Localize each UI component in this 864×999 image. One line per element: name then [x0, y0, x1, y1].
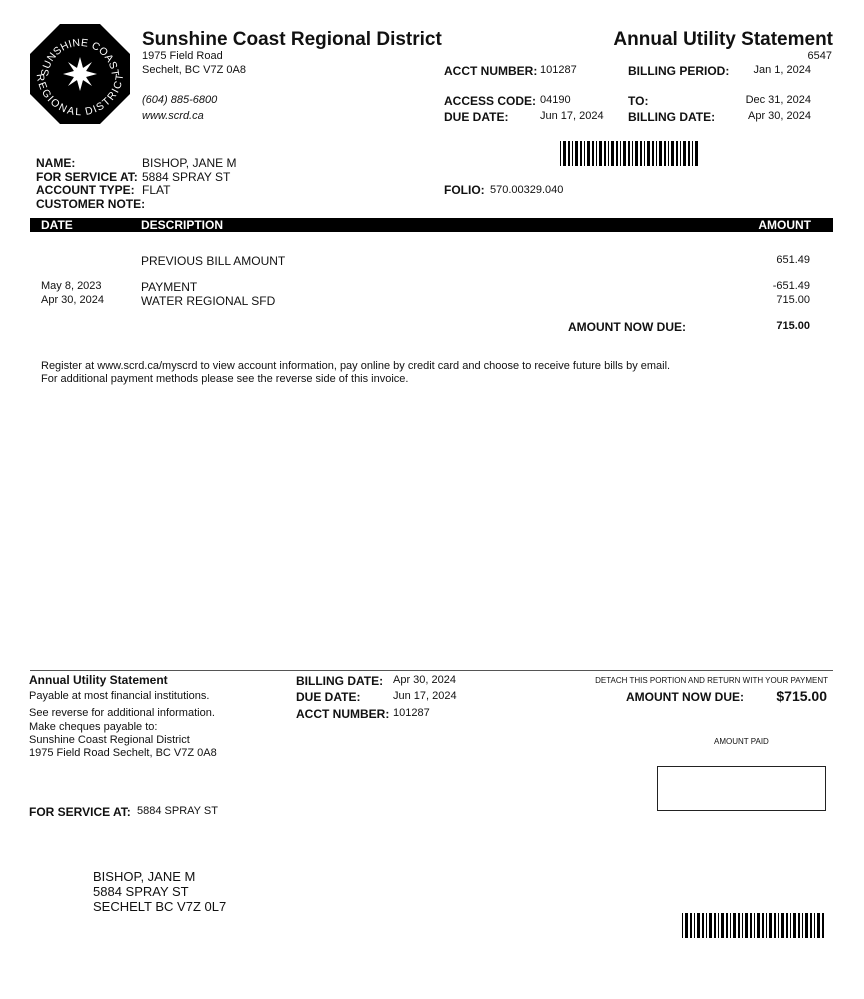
acct-number-value: 101287 [540, 64, 577, 76]
stub-line1: Payable at most financial institutions. [29, 690, 210, 702]
stub-title: Annual Utility Statement [29, 673, 168, 687]
stub-due-date-label: DUE DATE: [296, 690, 361, 704]
access-code-value: 04190 [540, 94, 571, 106]
notice-line2: For additional payment methods please see the reverse side of this invoice. [41, 373, 409, 385]
logo-text-top: SUNSHINE COAST [38, 36, 122, 78]
column-header-amount: AMOUNT [758, 218, 811, 232]
billing-period-from: Jan 1, 2024 [753, 64, 811, 76]
amount-due-value: 715.00 [776, 320, 810, 332]
org-address-line1: 1975 Field Road [142, 50, 223, 62]
detach-line [30, 670, 833, 671]
row-description: WATER REGIONAL SFD [141, 294, 276, 308]
logo-text-bottom: REGIONAL DISTRICT [33, 72, 127, 119]
service-address-label: FOR SERVICE AT: [36, 170, 138, 184]
stub-due-date: Jun 17, 2024 [393, 690, 457, 702]
name-label: NAME: [36, 156, 76, 170]
due-date-label: DUE DATE: [444, 110, 509, 124]
service-address: 5884 SPRAY ST [142, 170, 231, 184]
customer-name: BISHOP, JANE M [142, 156, 237, 170]
stub-line2: See reverse for additional information. [29, 707, 215, 719]
billing-period-to-label: TO: [628, 94, 649, 108]
stub-service-label: FOR SERVICE AT: [29, 805, 131, 819]
stub-acct-number-label: ACCT NUMBER: [296, 707, 390, 721]
sun-icon [63, 57, 97, 91]
billing-date-label: BILLING DATE: [628, 110, 716, 124]
acct-number-label: ACCT NUMBER: [444, 64, 538, 78]
folio-value: 570.00329.040 [490, 184, 564, 196]
mail-name: BISHOP, JANE M [93, 869, 196, 884]
customer-note-label: CUSTOMER NOTE: [36, 197, 146, 211]
column-header-date: DATE [41, 218, 73, 232]
stub-amount-due: $715.00 [776, 688, 827, 704]
stub-line3: Make cheques payable to: [29, 721, 158, 733]
row-date: May 8, 2023 [41, 280, 102, 292]
amount-due-label: AMOUNT NOW DUE: [568, 320, 686, 334]
table-header [30, 218, 833, 232]
mail-city: SECHELT BC V7Z 0L7 [93, 899, 227, 914]
stub-billing-date-label: BILLING DATE: [296, 674, 384, 688]
column-header-description: DESCRIPTION [141, 218, 224, 232]
amount-paid-field[interactable] [657, 766, 826, 811]
stub-billing-date: Apr 30, 2024 [393, 674, 456, 686]
stub-amount-due-label: AMOUNT NOW DUE: [626, 690, 744, 704]
statement-number: 6547 [807, 50, 832, 62]
barcode-icon [560, 141, 701, 166]
row-amount: 651.49 [776, 254, 810, 266]
org-phone: (604) 885-6800 [142, 94, 218, 106]
stub-service-address: 5884 SPRAY ST [137, 805, 218, 817]
due-date-value: Jun 17, 2024 [540, 110, 604, 122]
stub-line5: 1975 Field Road Sechelt, BC V7Z 0A8 [29, 747, 217, 759]
row-amount: 715.00 [776, 294, 810, 306]
row-description: PAYMENT [141, 280, 198, 294]
mail-street: 5884 SPRAY ST [93, 884, 189, 899]
scrd-logo [28, 22, 132, 126]
billing-period-to: Dec 31, 2024 [745, 94, 811, 106]
account-type-label: ACCOUNT TYPE: [36, 183, 135, 197]
org-address-line2: Sechelt, BC V7Z 0A8 [142, 64, 246, 76]
detach-instruction: DETACH THIS PORTION AND RETURN WITH YOUR PAYMENT [595, 676, 828, 685]
billing-date-value: Apr 30, 2024 [748, 110, 811, 122]
row-amount: -651.49 [772, 280, 810, 292]
account-type: FLAT [142, 183, 171, 197]
billing-period-label: BILLING PERIOD: [628, 64, 730, 78]
folio-label: FOLIO: [444, 183, 485, 197]
barcode-icon [682, 913, 825, 938]
row-date: Apr 30, 2024 [41, 294, 104, 306]
row-description: PREVIOUS BILL AMOUNT [141, 254, 286, 268]
stub-line4: Sunshine Coast Regional District [29, 734, 190, 746]
org-website: www.scrd.ca [142, 110, 204, 122]
org-name: Sunshine Coast Regional District [142, 29, 442, 50]
notice-line1: Register at www.scrd.ca/myscrd to view account information, pay online by credit card and choose to receive future bills by email. [41, 360, 671, 372]
statement-title: Annual Utility Statement [613, 29, 833, 50]
stub-acct-number: 101287 [393, 707, 430, 719]
amount-paid-label: AMOUNT PAID [714, 737, 769, 746]
access-code-label: ACCESS CODE: [444, 94, 537, 108]
